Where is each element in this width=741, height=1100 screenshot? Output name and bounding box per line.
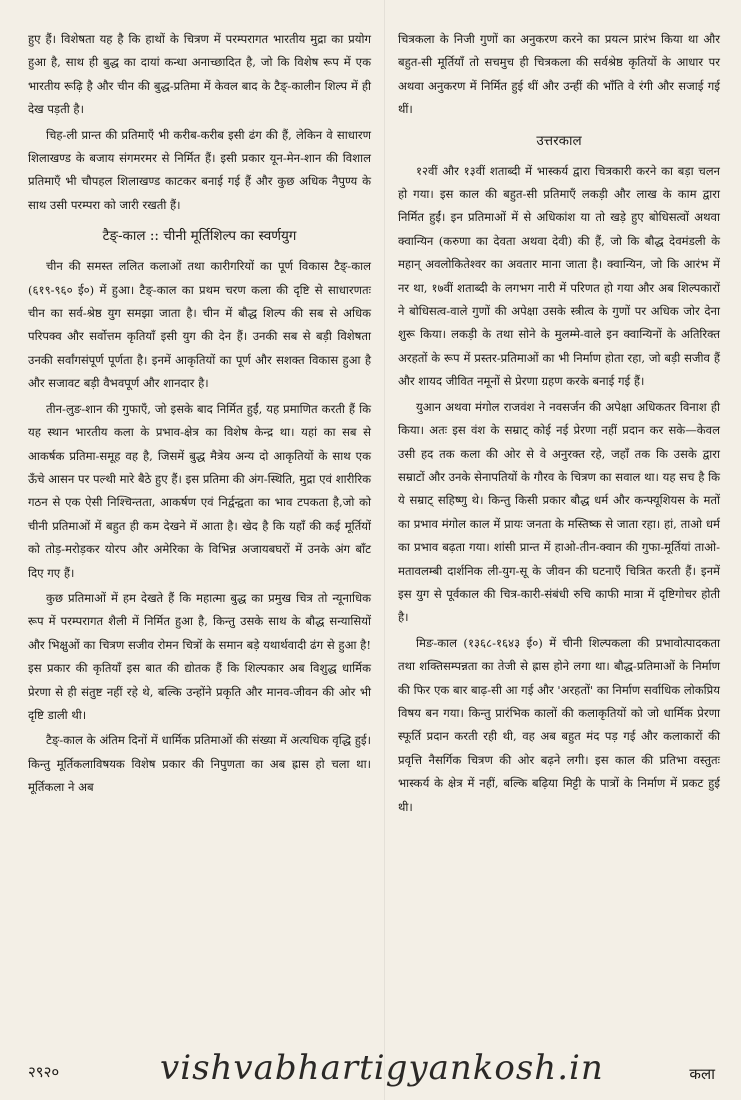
left-paragraph-6: टैङ्-काल के अंतिम दिनों में धार्मिक प्रतिमाओं की संख्या में अत्यधिक वृद्धि हुई। किन्तु मूर्तिकलाविषयक विशेष प्रकार की निपुणता का अब ह्रास हो चला था। मूर्तिकला ने अब: [28, 733, 371, 795]
left-paragraph-3: चीन की समस्त ललित कलाओं तथा कारीगरियों का पूर्ण विकास टैङ्-काल (६१९-९६० ई०) में हुआ। टैङ्-काल का प्रथम चरण कला की दृष्टि से साधारणतः चीन का सर्व-श्रेष्ठ युग समझा जाता है। चीन में बौद्ध शिल्प की सब से अधिक परिपक्व और सर्वोत्तम कृतियाँ इसी युग की देन हैं। उनकी सब से बड़ी विशेषता उनकी सर्वांगसंपूर्ण पूर्णता है। इनमें आकृतियों का पूर्ण और सशक्त विकास हुआ है और सजावट बड़ी वैभवपूर्ण और शानदार है।: [28, 259, 371, 391]
right-column: [398, 28, 720, 821]
right-paragraph-4: मिङ-काल (१३६८-१६४३ ई०) में चीनी शिल्पकला की प्रभावोत्पादकता तथा शक्तिसम्पन्नता का तेजी से ह्रास होने लगा था। बौद्ध-प्रतिमाओं के निर्माण की फिर एक बार बाढ़-सी आ गई और 'अरहतों' का निर्माण सर्वाधिक लोकप्रिय विषय बन गया। किन्तु प्रारंभिक कालों की कलाकृतियों को जो धार्मिक प्रेरणा स्फूर्ति प्रदान करती रही थी, वह अब बहुत मंद पड़ गई और कलाकारों की प्रवृत्ति नैसर्गिक चित्रण की ओर बढ़ने लगी। इस काल की प्रतिभा वस्तुतः भास्कर्य के क्षेत्र में नहीं, बल्कि बढ़िया मिट्टी के पात्रों के निर्माण में प्रकट हुई थी।: [398, 635, 720, 814]
left-paragraph-5: कुछ प्रतिमाओं में हम देखते हैं कि महात्मा बुद्ध का प्रमुख चित्र तो न्यूनाधिक रूप में परम्परागत शैली में निर्मित हुआ है, किन्तु उसके साथ के बौद्ध सन्यासियों और भिक्षुओं का चित्रण सजीव रोमन चित्रों के समान बड़े यथार्थवादी ढंग से हुआ है! इस प्रकार की कृतियाँ इस बात की द्योतक हैं कि शिल्पकार अब विशुद्ध धार्मिक प्रेरणा से ही संतुष्ट नहीं रहे थे, बल्कि उन्होंने प्रकृति और मानव-जीवन की ओर भी दृष्टि डाली थी।: [28, 590, 371, 722]
right-paragraph-1: चित्रकला के निजी गुणों का अनुकरण करने का प्रयत्न प्रारंभ किया था और बहुत-सी मूर्तियाँ तो सचमुच ही चित्रकला की सर्वश्रेष्ठ कृतियों के आधार पर अथवा अनुकरण में निर्मित हुई थीं और उन्हीं की भाँति वे रंगी और सजाई गई थीं।: [398, 32, 720, 117]
right-paragraph-2: १२वीं और १३वीं शताब्दी में भास्कर्य द्वारा चित्रकारी करने का बड़ा चलन हो गया। इस काल की बहुत-सी प्रतिमाएँ लकड़ी और लाख के काम द्वारा निर्मित हुईं। इन प्रतिमाओं में से अधिकांश या तो खड़े हुए बोधिसत्वों अथवा क्वान्यिन (करुणा का देवता अथवा देवी) की हैं, जो कि बौद्ध देवमंडली के महान् अवलोकितेश्वर का अवतार माना जाता है। क्वान्यिन, जो कि आरंभ में नर था, १७वीं शताब्दी के लगभग नारी में परिणत हो गया और अब शिल्पकारों ने बोधिसत्व-वाले गुणों की अपेक्षा उसके स्त्रीत्व के गुणों पर अधिक जोर देना शुरू किया। लकड़ी के तथा सोने के मुलम्मे-वाले इन क्वान्यिनों के अतिरिक्त अरहतों के रूप में प्रस्तर-प्रतिमाओं का भी निर्माण होता रहा, जो बड़ी सजीव हैं और शायद जीवित नमूनों से प्रेरणा ग्रहण करके बनाई गई हैं।: [398, 163, 720, 389]
left-column: [28, 28, 371, 802]
page-number: २९२०: [28, 1063, 60, 1081]
left-paragraph-2: चिह-ली प्रान्त की प्रतिमाएँ भी करीब-करीब इसी ढंग की हैं, लेकिन वे साधारण शिलाखण्ड के बजाय संगमरमर से निर्मित हैं। इसी प्रकार यून-मेन-शान की विशाल प्रतिमाएँ भी चौपहल शिलाखण्ड काटकर बनाई गई हैं और कुछ अधिक नैपुण्य के साथ उसी परम्परा को जारी रखती हैं।: [28, 127, 371, 212]
left-paragraph-4: तीन-लुङ-शान की गुफाएँ, जो इसके बाद निर्मित हुईं, यह प्रमाणित करती हैं कि यह स्थान भारतीय कला के प्रभाव-क्षेत्र का विशेष केन्द्र था। यहां का सब से आकर्षक प्रतिमा-समूह वह है, जिसमें बुद्ध मैत्रेय अन्य दो आकृतियों के साथ एक ऊँचे आसन पर पल्थी मारे बैठे हुए हैं। इस प्रतिमा की अंग-स्थिति, मुद्रा एवं शारीरिक गठन से एक ऐसी निश्चिन्तता, आकर्षण एवं निर्द्वन्द्वता का भाव टपकता है,जो को चीनी प्रतिमाओं में बहुत ही कम देखने में आता है। खेद है कि यहाँ की कई मूर्तियों को तोड़-मरोड़कर योरप और अमेरिका के विभिन्न अजायबघरों में उनके अंग बाँट दिए गए हैं।: [28, 401, 371, 580]
watermark: vishvabhartigyankosh.in: [160, 1048, 604, 1088]
right-paragraph-3: युआन अथवा मंगोल राजवंश ने नवसर्जन की अपेक्षा अधिकतर विनाश ही किया। अतः इस वंश के सम्राट् कोई नई प्रेरणा नहीं प्रदान कर सके—केवल उसी हद तक कला की ओर से वे अनुरक्त रहे, जहाँ तक कि उसके द्वारा सम्राटों और उनके सेनापतियों के गौरव के चित्रण का सवाल था। यह सच है कि ये सम्राट् सहिष्णु थे। किन्तु किसी प्रकार बौद्ध धर्म और कन्फ्यूशियस के मतों का प्रभाव मंगोल काल में प्रायः जनता के मस्तिष्क से जाता रहा। हां, ताओ धर्म का प्रभाव बढ़ता गया। शांसी प्रान्त में हाओ-तीन-क्वान की गुफा-मूर्तियां ताओ-मतावलम्बी दार्शनिक ली-युग-सू के जीवन की घटनाएँ चित्रित करती हैं। इनमें इस युग से पूर्वकाल की चित्र-कारी-संबंधी रुचि काफी मात्रा में दृष्टिगोचर होती है।: [398, 399, 720, 625]
right-section-heading: उत्तरकाल: [536, 132, 582, 149]
section-word: कला: [689, 1065, 715, 1083]
column-divider: [384, 0, 385, 1100]
left-section-heading: टैङ्-काल :: चीनी मूर्तिशिल्प का स्वर्णयुग: [102, 228, 297, 245]
left-paragraph-1: हुए हैं। विशेषता यह है कि हाथों के चित्रण में परम्परागत भारतीय मुद्रा का प्रयोग हुआ है, साथ ही बुद्ध का दायां कन्धा अनाच्छादित है, जो कि विशेष रूप में एक भारतीय रूढ़ि है और चीन की बुद्ध-प्रतिमा में केवल बाद के टैङ्-कालीन शिल्प में ही देख पड़ती है।: [28, 32, 371, 117]
